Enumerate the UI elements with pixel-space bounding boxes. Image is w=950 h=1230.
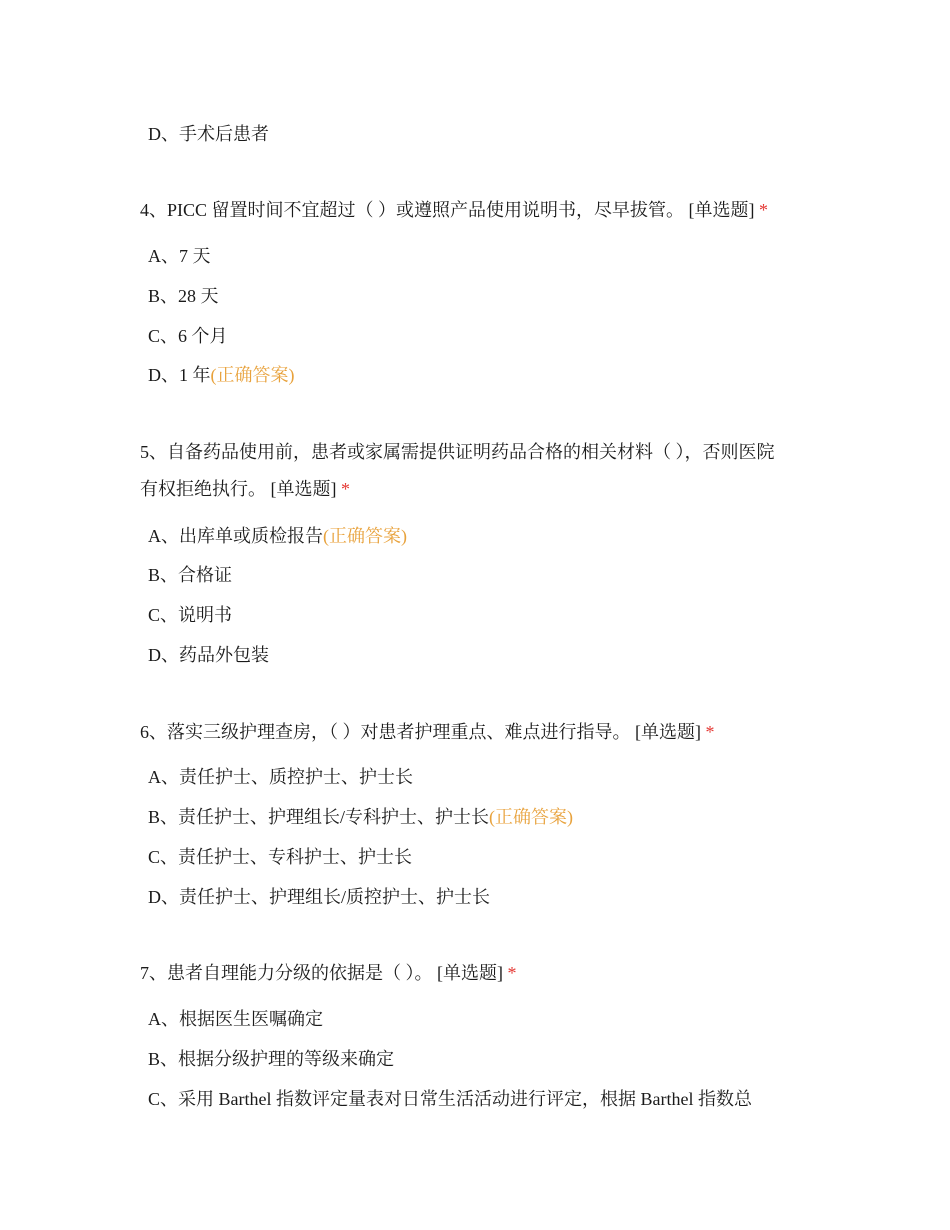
- option-text: C、说明书: [148, 605, 233, 625]
- q5-option-c: [148, 603, 232, 627]
- question-type-tag: [单选题]: [688, 200, 755, 220]
- q4-option-b: [148, 284, 219, 308]
- q5-option-d: [148, 643, 269, 667]
- required-mark: *: [705, 722, 715, 742]
- question-text: 5、自备药品使用前，患者或家属需提供证明药品合格的相关材料（ ），否则医院: [140, 442, 775, 462]
- q4-option-c: [148, 324, 228, 348]
- correct-answer-label: (正确答案): [323, 526, 407, 546]
- question-type-tag: [单选题]: [270, 479, 337, 499]
- question-text: 4、PICC 留置时间不宜超过（ ）或遵照产品使用说明书，尽早拔管。: [140, 200, 685, 220]
- q5-option-a: [148, 524, 407, 548]
- option-text: C、采用 Barthel 指数评定量表对日常生活活动进行评定，根据 Barthel 指数总: [148, 1089, 752, 1109]
- q7-stem: [140, 961, 517, 985]
- q5-stem-line1: [140, 440, 775, 464]
- option-text: D、药品外包装: [148, 645, 269, 665]
- option-text: A、责任护士、质控护士、护士长: [148, 767, 413, 787]
- q6-option-d: [148, 885, 490, 909]
- question-text: 6、落实三级护理查房，（ ）对患者护理重点、难点进行指导。: [140, 722, 631, 742]
- q7-option-b: [148, 1047, 394, 1071]
- option-text: C、责任护士、专科护士、护士长: [148, 847, 413, 867]
- q4-option-d: [148, 363, 295, 387]
- option-text: A、7 天: [148, 246, 211, 266]
- q5-option-b: [148, 563, 232, 587]
- q6-option-c: [148, 845, 412, 869]
- option-text: B、合格证: [148, 565, 233, 585]
- q6-option-a: [148, 765, 413, 789]
- correct-answer-label: (正确答案): [489, 807, 574, 827]
- q7-option-c: [148, 1087, 752, 1111]
- option-text: D、1 年: [148, 365, 211, 385]
- option-text: D、手术后患者: [148, 124, 269, 144]
- q4-stem: [140, 198, 768, 222]
- option-text: C、6 个月: [148, 326, 228, 346]
- option-text: B、根据分级护理的等级来确定: [148, 1049, 395, 1069]
- q7-option-a: [148, 1007, 323, 1031]
- q6-stem: [140, 720, 715, 744]
- option-text: A、根据医生医嘱确定: [148, 1009, 323, 1029]
- q6-option-b: [148, 805, 573, 829]
- q4-option-a: [148, 244, 211, 268]
- question-text: 7、患者自理能力分级的依据是（ ）。: [140, 963, 433, 983]
- option-text: B、28 天: [148, 286, 219, 306]
- q3-option-d: [148, 122, 269, 146]
- required-mark: *: [341, 479, 350, 499]
- required-mark: *: [759, 200, 769, 220]
- option-text: B、责任护士、护理组长/专科护士、护士长: [148, 807, 490, 827]
- option-text: A、出库单或质检报告: [148, 526, 323, 546]
- question-type-tag: [单选题]: [437, 963, 503, 983]
- option-text: D、责任护士、护理组长/质控护士、护士长: [148, 887, 490, 907]
- q5-stem-line2: [140, 477, 350, 501]
- question-type-tag: [单选题]: [635, 722, 701, 742]
- question-text: 有权拒绝执行。: [140, 479, 266, 499]
- correct-answer-label: (正确答案): [210, 365, 295, 385]
- required-mark: *: [507, 963, 517, 983]
